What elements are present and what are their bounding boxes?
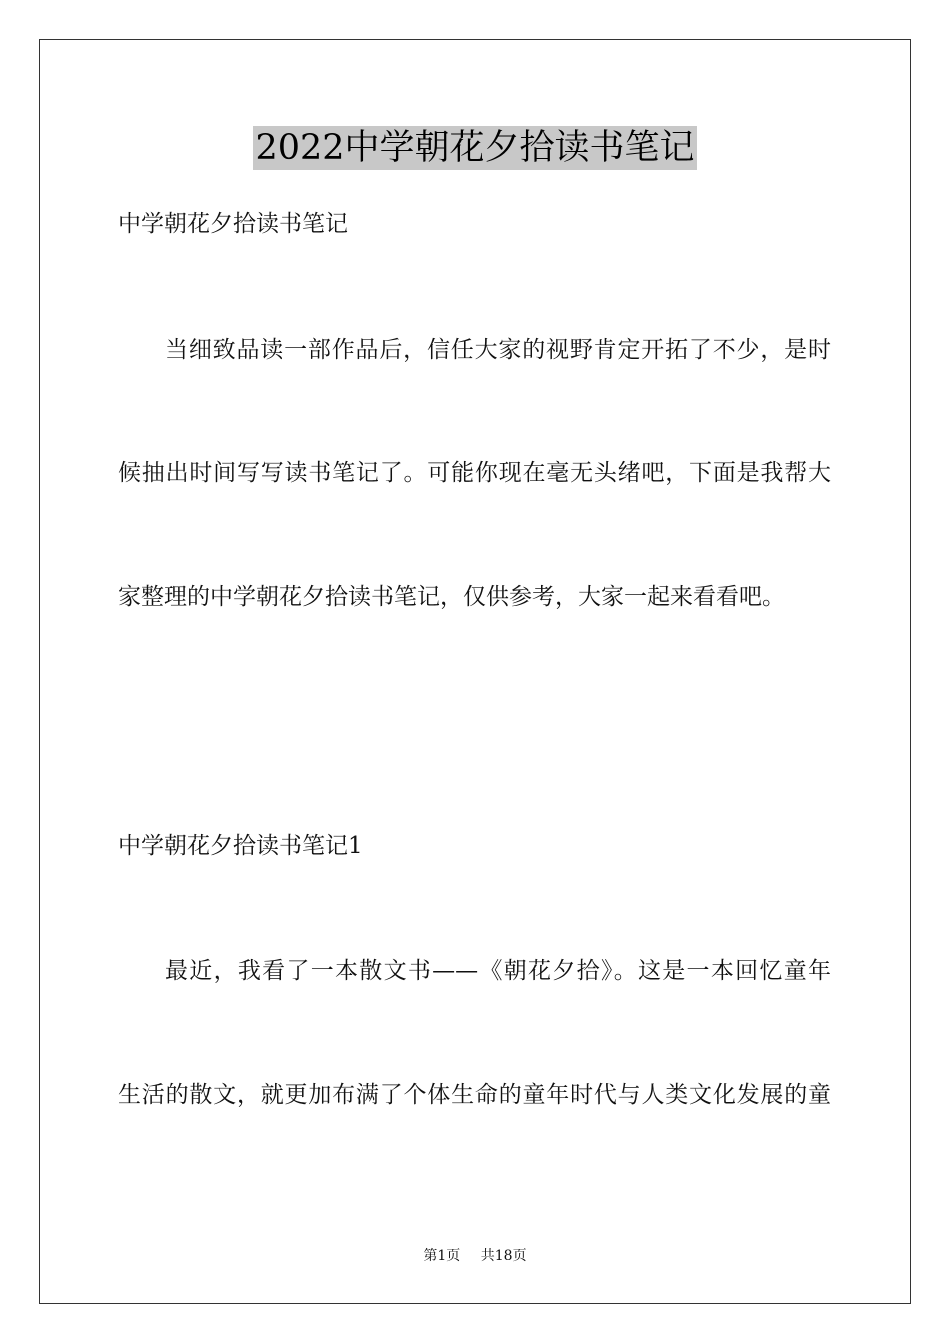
section-line-1: 最近，我看了一本散文书——《朝花夕拾》。这是一本回忆童年 [165,958,831,984]
page-footer [0,1246,950,1266]
intro-line-2: 候抽出时间写写读书笔记了。可能你现在毫无头绪吧，下面是我帮大 [118,460,831,486]
document-title: 2022中学朝花夕拾读书笔记 [255,128,695,168]
page-number: 第1页 [423,1248,461,1264]
section-line-2: 生活的散文，就更加布满了个体生命的童年时代与人类文化发展的童 [118,1082,831,1108]
title-container [0,126,950,170]
section-heading: 中学朝花夕拾读书笔记1 [118,833,363,859]
intro-line-3: 家整理的中学朝花夕拾读书笔记，仅供参考，大家一起来看看吧。 [118,584,785,610]
subtitle: 中学朝花夕拾读书笔记 [118,211,348,237]
page-total: 共18页 [480,1248,527,1264]
intro-line-1: 当细致品读一部作品后，信任大家的视野肯定开拓了不少，是时 [165,337,831,363]
